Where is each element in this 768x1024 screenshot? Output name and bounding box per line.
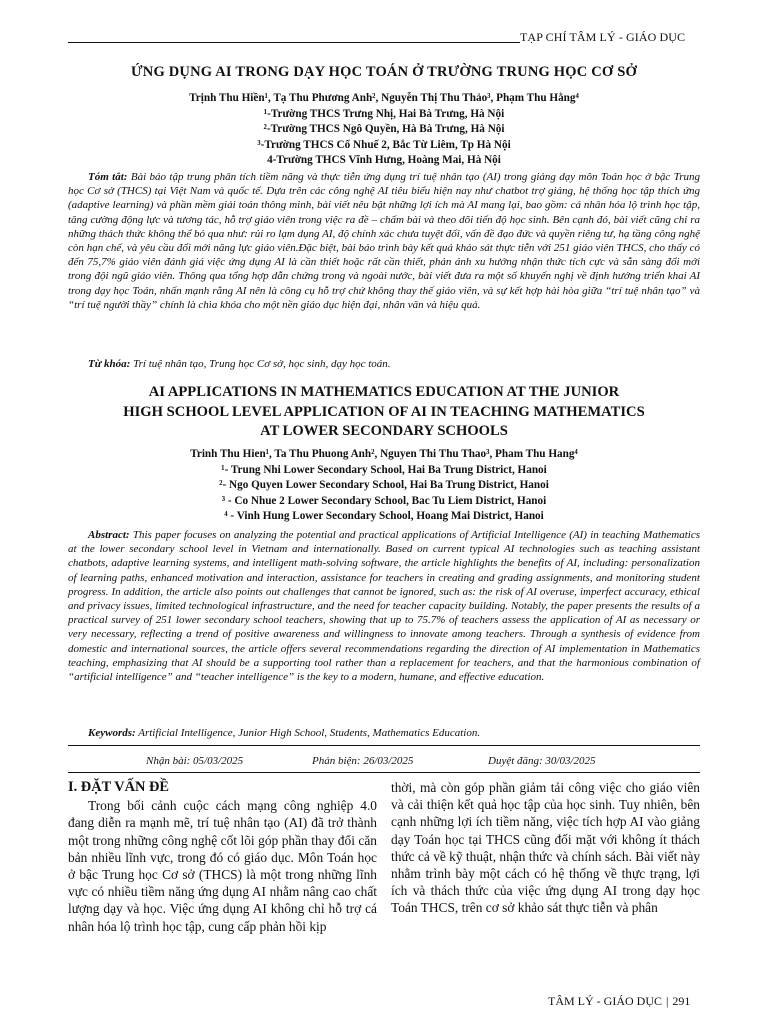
affiliation-vi-2: ²-Trường THCS Ngô Quyền, Hà Bà Trưng, Hà Nội — [263, 123, 505, 135]
keywords-vi — [68, 358, 700, 370]
title-en-line-2: HIGH SCHOOL LEVEL APPLICATION OF AI IN TEACHING MATHEMATICS — [123, 403, 645, 420]
abstract-en — [68, 528, 700, 684]
page-number: 291 — [672, 994, 691, 1008]
journal-header: TẠP CHÍ TÂM LÝ - GIÁO DỤC — [520, 30, 686, 44]
authors-block-vi — [68, 91, 700, 169]
dates-rule-top — [68, 745, 700, 746]
section-heading-1: I. ĐẶT VẤN ĐỀ — [68, 779, 170, 795]
abstract-label-en: Abstract: — [88, 529, 130, 541]
affiliation-en-3: ³ - Co Nhue 2 Lower Secondary School, Bac Tu Liem District, Hanoi — [221, 494, 547, 507]
footer-journal: TÂM LÝ - GIÁO DỤC — [548, 994, 662, 1008]
date-accepted: Duyệt đăng: 30/03/2025 — [488, 755, 596, 767]
article-title-en — [68, 383, 700, 442]
body-paragraph-right: thời, mà còn góp phần giảm tải công việc cho giáo viên và cải thiện kết quả học tập của học sinh. Tuy nhiên, bên cạnh những lợi ích tiềm năng, việc tích hợp AI vào giảng dạy Toán học tại THCS cũng đối mặt với không ít thách thức cả về kỹ thuật, nhận thức và chính sách. Bài viết này nhằm trình bày một cách có hệ thống về thực trạng, lợi ích và thách thức của việc ứng dụng AI trong dạy học Toán THCS, trên cơ sở khảo sát thực tiễn và phân — [391, 780, 701, 916]
author-list-en: Trinh Thu Hien¹, Ta Thu Phuong Anh², Nguyen Thi Thu Thao³, Pham Thu Hang⁴ — [190, 448, 578, 460]
body-column-right — [391, 779, 700, 917]
date-reviewed: Phản biện: 26/03/2025 — [312, 755, 414, 767]
title-en-line-1: AI APPLICATIONS IN MATHEMATICS EDUCATION AT THE JUNIOR — [148, 384, 620, 400]
footer-separator: | — [666, 994, 669, 1008]
keywords-text-vi: Trí tuệ nhân tạo, Trung học Cơ sở, học sinh, dạy học toán. — [133, 358, 391, 370]
affiliation-en-1: ¹- Trung Nhi Lower Secondary School, Hai Ba Trung District, Hanoi — [221, 463, 547, 476]
keywords-text-en: Artificial Intelligence, Junior High School, Students, Mathematics Education. — [138, 727, 481, 739]
date-received: Nhận bài: 05/03/2025 — [146, 755, 244, 767]
page-footer — [548, 994, 708, 1009]
abstract-vi — [68, 170, 700, 312]
abstract-text-vi: Bài báo tập trung phân tích tiềm năng và thực tiễn ứng dụng trí tuệ nhân tạo (AI) trong giảng dạy môn Toán học ở bậc Trung học Cơ sở (THCS) tại Việt Nam và quốc tế. Dựa trên các công nghệ AI tiêu biểu hiện nay như chatbot trợ giảng, hệ thống học tập thích ứng (adaptive learning) và phần mềm giải toán thông minh, bài viết nêu bật những lợi ích mà AI mang lại, bao gồm: cá nhân hóa lộ trình học tập, tăng cường động lực và tương tác, hỗ trợ giáo viên trong việc ra đề – chấm bài và theo dõi tiến độ học sinh. Bên cạnh đó, bài viết cũng chỉ ra những thách thức không thể bỏ qua như: rủi ro lạm dụng AI, độ chính xác chưa tuyệt đối, vấn đề đạo đức và quyền riêng tư, hạ tầng công nghệ còn hạn chế, và yêu cầu đổi mới năng lực giáo viên.Đặc biệt, bài báo trình bày kết quả khảo sát thực tiễn với 251 giáo viên THCS, cho thấy có đến 75,7% giáo viên đánh giá việc ứng dụng AI là cần thiết hoặc rất cần thiết, phản ánh xu hướng nhận thức tích cực và sẵn sàng đổi mới trong đội ngũ giáo viên. Thông qua tổng hợp dẫn chứng trong và ngoài nước, bài viết đưa ra một số khuyến nghị về định hướng triển khai AI trong dạy học Toán, nhấn mạnh rằng AI nên là công cụ hỗ trợ chứ không thay thế giáo viên, và sự kết hợp hài hòa giữa “trí tuệ nhân tạo” và “trí tuệ người thầy” chính là chìa khóa cho một nền giáo dục hiện đại, nhân văn và hiệu quả. — [68, 171, 701, 311]
body-paragraph-left: Trong bối cảnh cuộc cách mạng công nghiệp 4.0 đang diễn ra mạnh mẽ, trí tuệ nhân tạo (AI) đã trở thành một trong những công nghệ cốt lõi góp phần thay đổi căn bản nhiều lĩnh vực, trong đó có giáo dục. Môn Toán học ở bậc Trung học Cơ sở (THCS) là một trong những lĩnh vực có nhiều tiềm năng ứng dụng AI nhằm nâng cao chất lượng dạy và học. Việc ứng dụng AI không chỉ hỗ trợ cá nhân hóa lộ trình học tập, cung cấp phản hồi kịp — [68, 798, 377, 934]
author-list-vi: Trịnh Thu Hiền¹, Tạ Thu Phương Anh², Nguyễn Thị Thu Thảo³, Phạm Thu Hằng⁴ — [189, 92, 579, 104]
affiliation-vi-3: ³-Trường THCS Cổ Nhuế 2, Bắc Từ Liêm, Tp Hà Nội — [257, 138, 511, 151]
authors-block-en — [68, 447, 700, 525]
affiliation-vi-4: 4-Trường THCS Vĩnh Hưng, Hoàng Mai, Hà Nội — [267, 154, 501, 166]
keywords-label-vi: Từ khóa: — [88, 358, 131, 370]
article-title-vi: ỨNG DỤNG AI TRONG DẠY HỌC TOÁN Ở TRƯỜNG TRUNG HỌC CƠ SỞ — [131, 64, 637, 80]
dates-rule-bottom — [68, 772, 700, 773]
affiliation-vi-1: ¹-Trường THCS Trưng Nhị, Hai Bà Trưng, Hà Nội — [263, 107, 505, 120]
affiliation-en-2: ²- Ngo Quyen Lower Secondary School, Hai Ba Trung District, Hanoi — [219, 479, 549, 491]
keywords-en — [68, 727, 700, 739]
title-en-line-3: AT LOWER SECONDARY SCHOOLS — [260, 423, 508, 439]
abstract-text-en: This paper focuses on analyzing the potential and practical applications of Artificial Intelligence (AI) in teaching Mathematics at the lower secondary school level in Vietnam and internationally. Based on current typical AI technologies such as teaching assistant chatbots, adaptive learning systems, and intelligent math-solving software, the article highlights the benefits of AI, including: personalization of learning paths, enhanced motivation and interaction, assistance for teachers in creating and grading assignments, and monitoring student progress. In addition, the article also points out challenges that cannot be ignored, such as: the risk of AI overuse, imperfect accuracy, ethical and privacy issues, limited technological infrastructure, and the need for teacher capacity building. Notably, the paper presents the results of a practical survey of 251 lower secondary school teachers, showing that up to 75.7% of teachers assess the application of AI as necessary or very necessary, reflecting a trend of positive awareness and willingness to innovate among teachers. Through a synthesis of evidence from domestic and international sources, the article offers several recommendations regarding the direction of AI implementation in Mathematics teaching, emphasizing that AI should be a supporting tool rather than a replacement for teachers, and that the harmonious combination of “artificial intelligence” and “teacher intelligence” is the key to a modern, humane, and effective education. — [68, 529, 701, 684]
body-column-left — [68, 779, 377, 935]
affiliation-en-4: ⁴ - Vinh Hung Lower Secondary School, Hoang Mai District, Hanoi — [224, 510, 544, 522]
header-rule — [68, 42, 520, 43]
keywords-label-en: Keywords: — [88, 727, 136, 739]
abstract-label-vi: Tóm tắt: — [88, 171, 128, 183]
